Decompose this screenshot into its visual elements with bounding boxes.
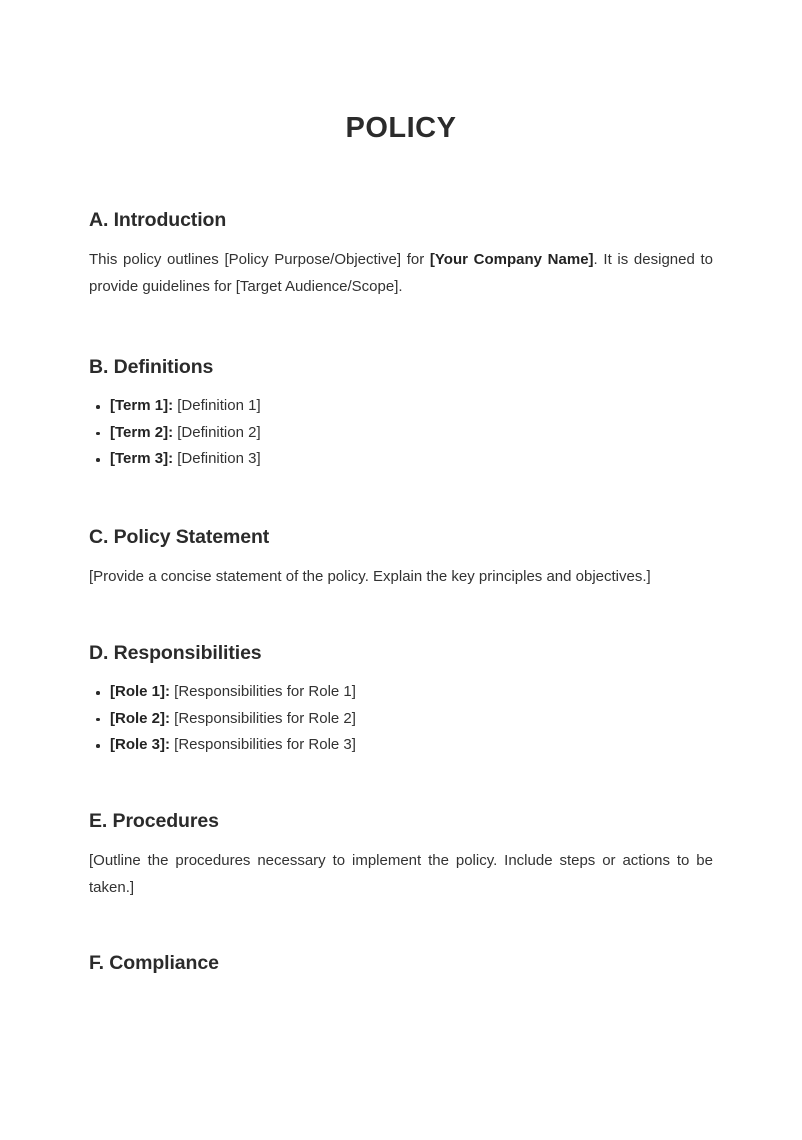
section-heading-definitions: B. Definitions [89, 356, 214, 379]
list-item-value: [Definition 2] [177, 423, 261, 441]
section-heading-responsibilities: D. Responsibilities [89, 641, 262, 664]
section-paragraph-policy-statement: [Provide a concise statement of the policy. Explain the key principles and objectives.] [89, 568, 651, 586]
list-item [89, 420, 713, 447]
section-compliance [89, 901, 713, 976]
list-item-label: [Term 3]: [110, 450, 174, 468]
list-item-label: [Term 2]: [110, 423, 174, 441]
section-procedures [89, 759, 713, 901]
list-item-label: [Role 1]: [110, 683, 170, 701]
paragraph-bold-run: [Your Company Name] [429, 251, 594, 269]
page-title: POLICY [345, 112, 457, 144]
paragraph-text-run: . It is designed to provide guidelines for [Target Audience/Scope]. [89, 251, 714, 295]
section-responsibilities [89, 591, 713, 759]
list-item [89, 393, 713, 420]
list-item [89, 679, 713, 706]
section-paragraph-introduction [89, 233, 713, 300]
list-item [89, 732, 713, 759]
list-item-value: [Definition 3] [177, 450, 261, 468]
paragraph-text-run: This policy outlines [Policy Purpose/Objective] for [89, 251, 430, 269]
list-item-label: [Term 1]: [110, 397, 174, 415]
section-policy-statement [89, 473, 713, 591]
section-heading-introduction: A. Introduction [89, 208, 227, 231]
section-definitions [89, 300, 713, 473]
list-item [89, 446, 713, 473]
responsibilities-list [89, 666, 713, 759]
list-item-value: [Responsibilities for Role 3] [174, 736, 356, 754]
list-item [89, 706, 713, 733]
list-item-value: [Definition 1] [177, 397, 261, 415]
section-paragraph-procedures: [Outline the procedures necessary to implement the policy. Include steps or actions to be taken.] [89, 852, 713, 896]
section-heading-procedures: E. Procedures [89, 809, 219, 832]
section-heading-compliance: F. Compliance [89, 952, 219, 975]
section-heading-policy-statement: C. Policy Statement [89, 525, 270, 548]
definitions-list [89, 380, 713, 473]
list-item-value: [Responsibilities for Role 1] [174, 683, 356, 701]
list-item-label: [Role 3]: [110, 736, 170, 754]
section-introduction [89, 146, 713, 300]
list-item-value: [Responsibilities for Role 2] [174, 709, 356, 727]
list-item-label: [Role 2]: [110, 709, 170, 727]
